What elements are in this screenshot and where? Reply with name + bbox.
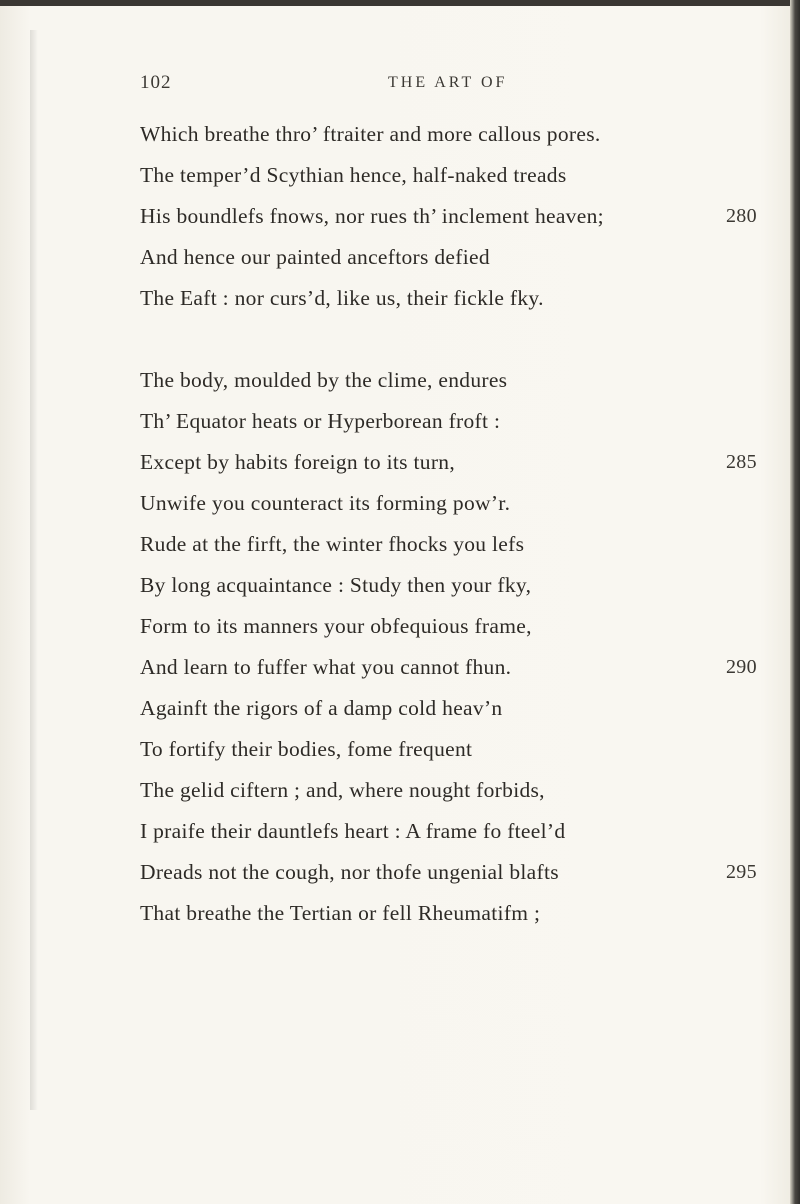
verse-line [140,647,780,688]
verse-line-text: The body, moulded by the clime, endures [140,368,508,392]
verse-line [140,278,780,319]
verse-line [140,237,780,278]
page-top-edge [0,0,800,6]
line-number: 280 [726,205,757,227]
verse-line-text: By long acquaintance : Study then your fky, [140,573,532,597]
verse-line-text: I praife their dauntlefs heart : A frame fo fteel’d [140,819,566,843]
verse-line-text: His boundlefs fnows, nor rues th’ inclement heaven; [140,204,604,228]
verse-line-text: And hence our painted anceftors defied [140,245,490,269]
verse-line [140,606,780,647]
page-right-edge [790,0,800,1204]
verse-line-text: And learn to fuffer what you cannot fhun. [140,655,512,679]
verse-text [140,114,780,934]
verse-line-text: Againft the rigors of a damp cold heav’n [140,696,503,720]
verse-line-text: Except by habits foreign to its turn, [140,450,456,474]
verse-line [140,155,780,196]
gutter-shadow [30,30,38,1110]
verse-line [140,729,780,770]
verse-line-text: That breathe the Tertian or fell Rheumatifm ; [140,901,541,925]
verse-line-text: Which breathe thro’ ftraiter and more callous pores. [140,122,601,146]
stanza-break [140,319,780,360]
verse-line-text: The temper’d Scythian hence, half-naked treads [140,163,567,187]
verse-line-text: Th’ Equator heats or Hyperborean froft : [140,409,501,433]
verse-line [140,524,780,565]
verse-line [140,196,780,237]
verse-line [140,688,780,729]
verse-line-text: Form to its manners your obfequious frame, [140,614,532,638]
verse-line-text: The gelid ciftern ; and, where nought forbids, [140,778,545,802]
verse-line [140,893,780,934]
line-number: 285 [726,451,757,473]
verse-line [140,770,780,811]
page-header [140,72,740,102]
running-head: THE ART OF [388,74,508,91]
verse-line-text: Unwife you counteract its forming pow’r. [140,491,511,515]
verse-line-text: Dreads not the cough, nor thofe ungenial blafts [140,860,559,884]
verse-line [140,565,780,606]
verse-line [140,811,780,852]
line-number: 295 [726,861,757,883]
verse-line-text: The Eaft : nor curs’d, like us, their fickle fky. [140,286,544,310]
verse-line [140,852,780,893]
verse-line [140,114,780,155]
line-number: 290 [726,656,757,678]
verse-line-text: To fortify their bodies, fome frequent [140,737,473,761]
verse-line-text: Rude at the firft, the winter fhocks you lefs [140,532,525,556]
verse-line [140,360,780,401]
verse-line [140,442,780,483]
page-number: 102 [140,72,172,93]
verse-line [140,483,780,524]
verse-line [140,401,780,442]
